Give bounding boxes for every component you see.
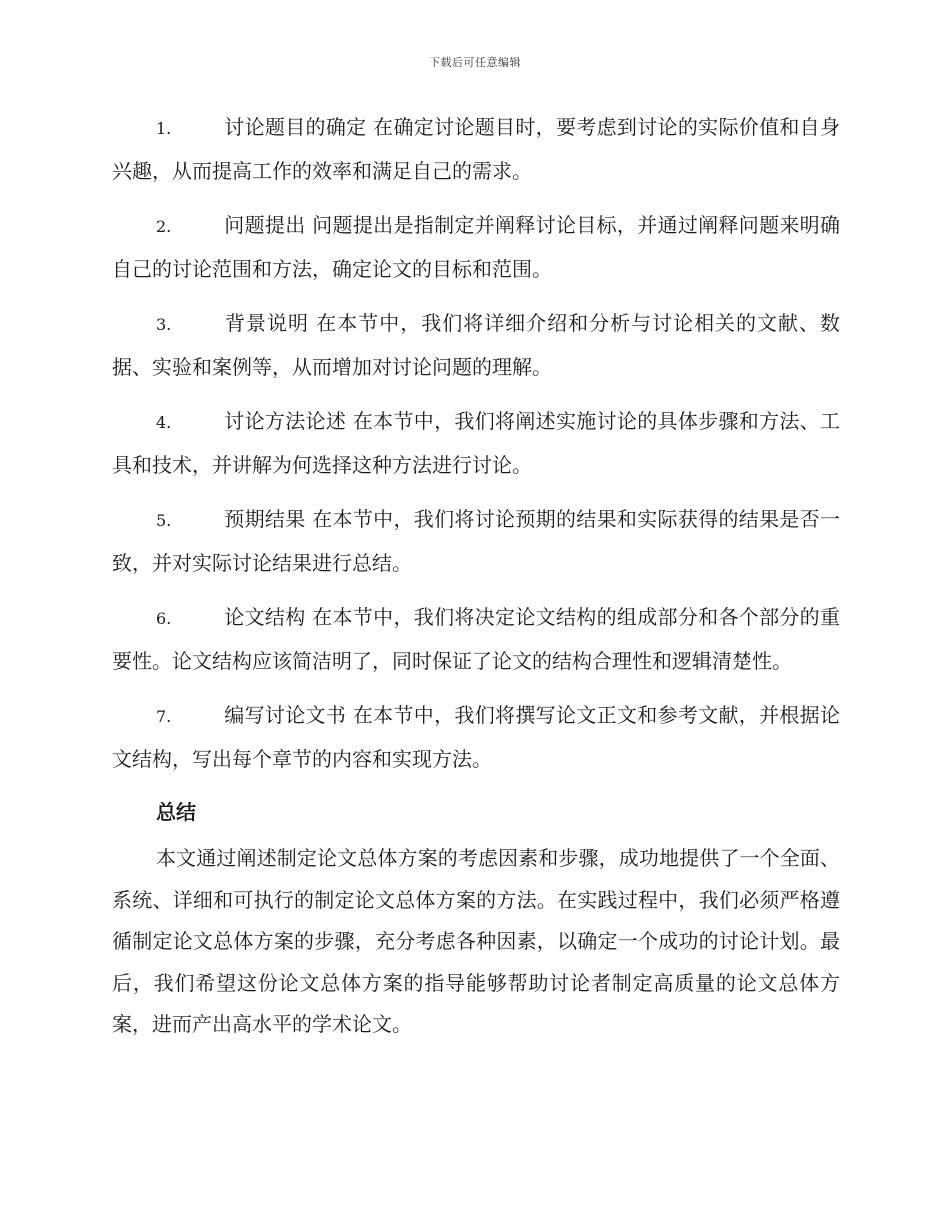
list-item-text: 问题提出 问题提出是指制定并阐释讨论目标，并通过阐释问题来明确自己的讨论范围和方法，确定论文的目标和范围。 <box>112 213 840 281</box>
document-body <box>112 106 840 1046</box>
list-item-number: 6. <box>156 609 172 628</box>
list-item-5 <box>112 498 840 585</box>
list-item-number: 1. <box>156 119 172 138</box>
list-item-1 <box>112 106 840 193</box>
list-item-4 <box>112 400 840 487</box>
list-item-7 <box>112 694 840 781</box>
list-item-text: 论文结构 在本节中，我们将决定论文结构的组成部分和各个部分的重要性。论文结构应该简洁明了，同时保证了论文的结构合理性和逻辑清楚性。 <box>112 605 840 673</box>
list-item-text: 讨论方法论述 在本节中，我们将阐述实施讨论的具体步骤和方法、工具和技术，并讲解为何选择这种方法进行讨论。 <box>112 409 840 477</box>
list-item-number: 7. <box>156 707 172 726</box>
list-item-text: 编写讨论文书 在本节中，我们将撰写论文正文和参考文献，并根据论文结构，写出每个章节的内容和实现方法。 <box>112 703 840 771</box>
list-item-number: 3. <box>156 315 172 334</box>
list-item-number: 5. <box>156 511 172 530</box>
summary-heading: 总结 <box>156 800 196 824</box>
summary-paragraph: 本文通过阐述制定论文总体方案的考虑因素和步骤，成功地提供了一个全面、系统、详细和可执行的制定论文总体方案的方法。在实践过程中，我们必须严格遵循制定论文总体方案的步骤，充分考虑各种因素，以确定一个成功的讨论计划。最后，我们希望这份论文总体方案的指导能够帮助讨论者制定高质量的论文总体方案，进而产出高水平的学术论文。 <box>112 846 840 1036</box>
list-item-number: 4. <box>156 413 172 432</box>
page-header: 下载后可任意编辑 <box>429 56 521 69</box>
list-item-text: 讨论题目的确定 在确定讨论题目时，要考虑到讨论的实际价值和自身兴趣，从而提高工作的效率和满足自己的需求。 <box>112 115 840 183</box>
list-item-3 <box>112 302 840 389</box>
list-item-text: 背景说明 在本节中，我们将详细介绍和分析与讨论相关的文献、数据、实验和案例等，从而增加对讨论问题的理解。 <box>112 311 840 379</box>
list-item-2 <box>112 204 840 291</box>
list-item-6 <box>112 596 840 683</box>
list-item-text: 预期结果 在本节中，我们将讨论预期的结果和实际获得的结果是否一致，并对实际讨论结果进行总结。 <box>112 507 840 575</box>
list-item-number: 2. <box>156 217 172 236</box>
